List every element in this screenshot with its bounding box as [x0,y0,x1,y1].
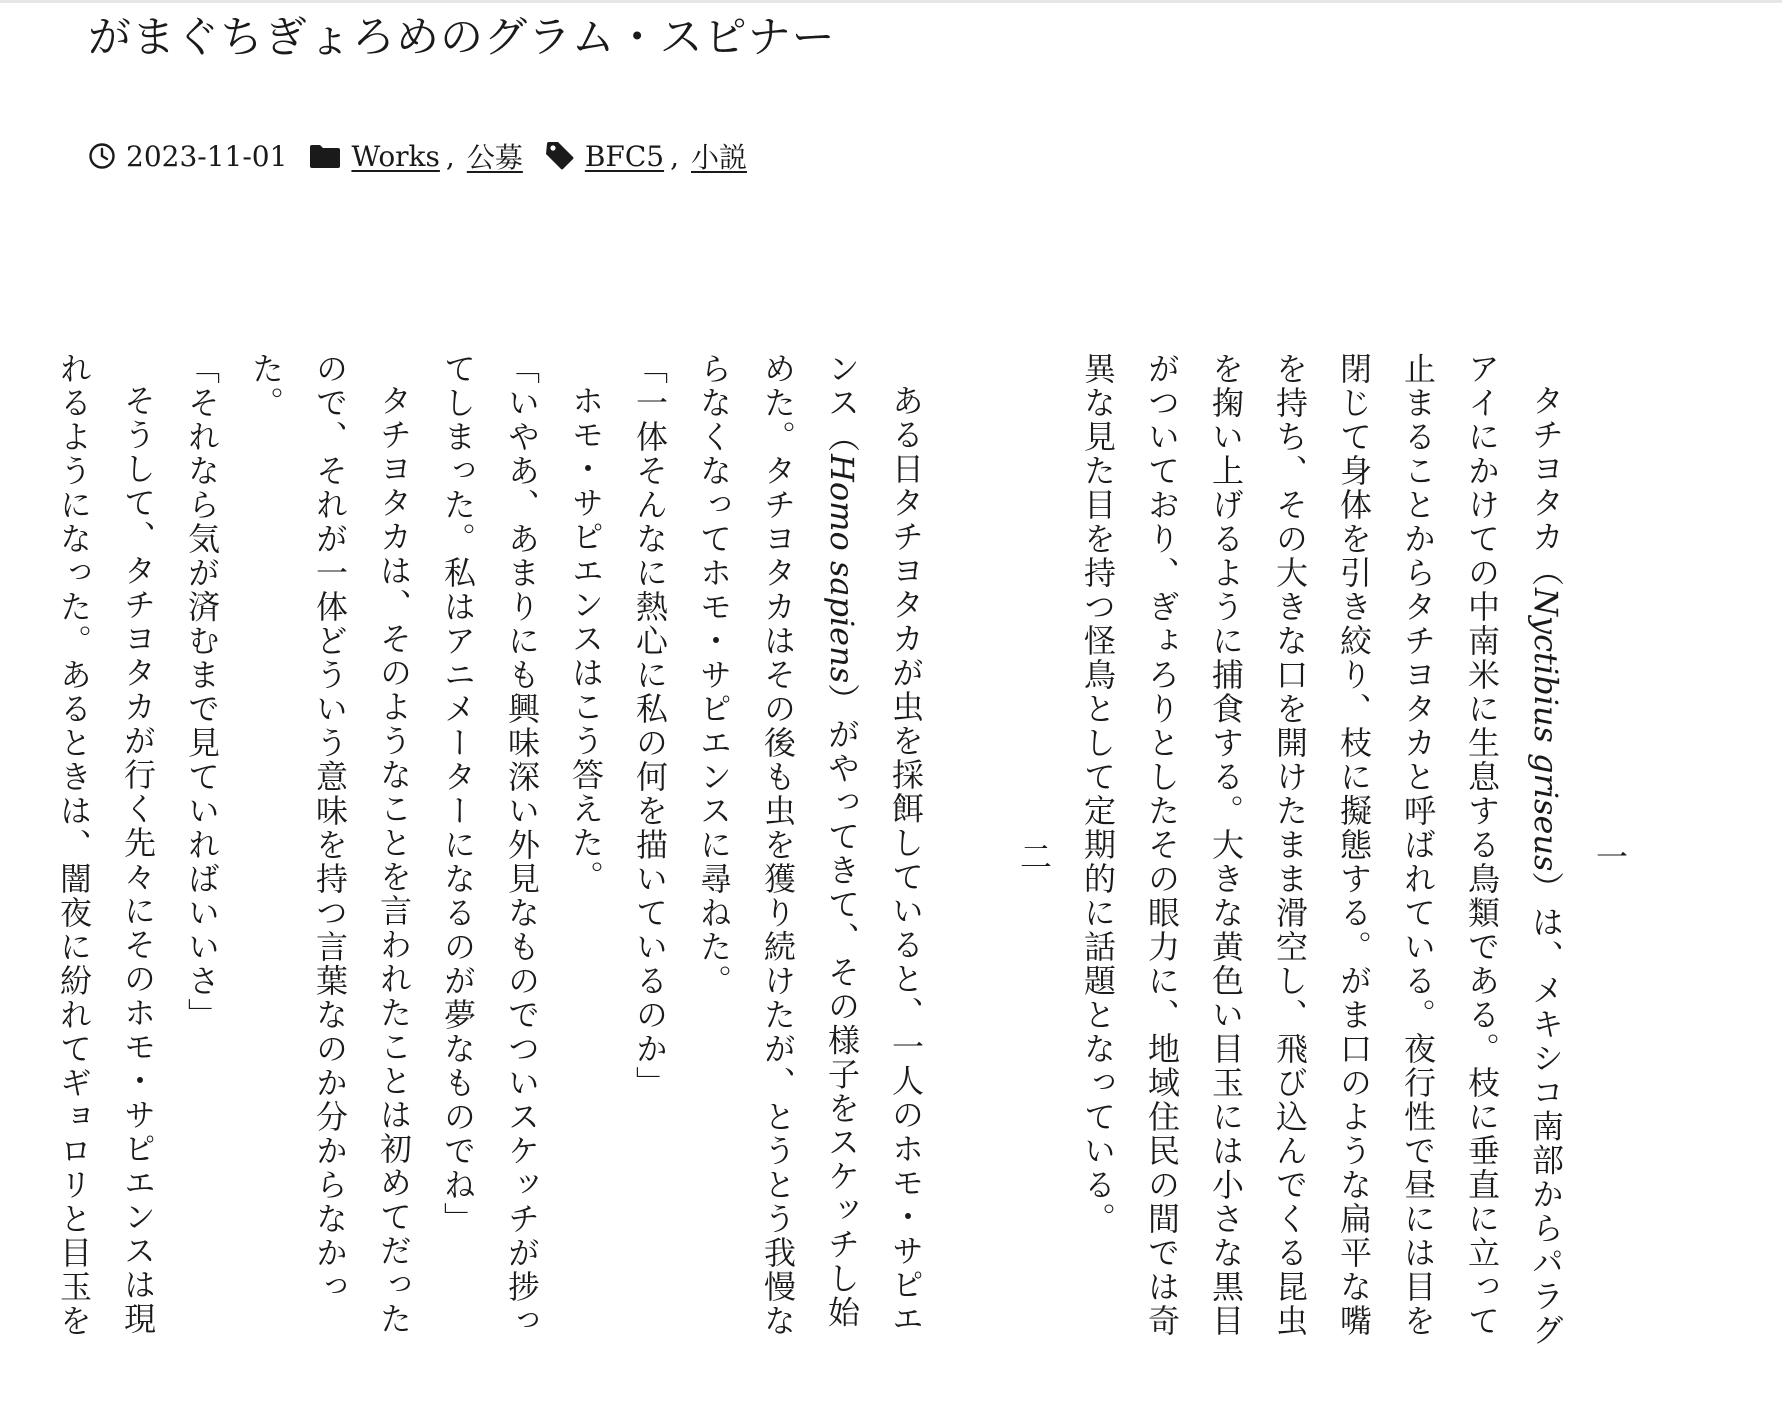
paragraph: そうして、タチヨタカが行く先々にそのホモ・サピエンスは現れるようになった。あるときは、闇夜に紛れてギョロリと目玉を [55,352,157,1338]
paragraph: ホモ・サピエンスはこう答えた。 [567,384,605,894]
text-run: ）は、メキシコ南部からパラグアイにかけての中南米に生息する鳥類である。枝に垂直に立って止まることからタチヨタカと呼ばれている。夜行性で昼には目を閉じて身体を引き絞り、枝に擬態する。がま口のような扁平な嘴を持ち、その大きな口を開けたまま滑空し、飛び込んでくる昆虫を掬い上げるように捕食する。大きな黄色い目玉には小さな黒目がついており、ぎょろりとしたその眼力に、地域住民の間では奇異な見た目を持つ怪鳥として定期的に話題となっている。 [1079,352,1565,1348]
dialogue-paragraph: 「いやあ、あまりにも興味深い外見なものでついスケッチが捗ってしまった。私はアニメーターになるのが夢なものでね」 [439,352,541,1338]
tag-icon [545,141,575,171]
section-heading-2: 二 [1015,840,1053,874]
category-link-works[interactable]: Works [351,139,440,173]
category-link-koubo[interactable]: 公募 [466,141,523,174]
post-date: 2023-11-01 [126,139,288,173]
tag-link-bfc5[interactable]: BFC5 [584,139,665,173]
section-heading-1: 一 [1591,840,1629,874]
text-run: ）がやってきて、その様子をスケッチし始めた。タチヨタカはその後も虫を獲り続けたが、とうとう我慢ならなくなってホモ・サピエンスに尋ねた。 [695,352,861,1338]
clock-icon [88,142,116,170]
paragraph: タチヨタカは、そのようなことを言われたことは初めてだったので、それが一体どういう意味を持つ言葉なのか分からなかった。 [247,352,413,1336]
tag-link-shousetsu[interactable]: 小説 [690,141,747,174]
scientific-name: Homo sapiens [823,454,861,684]
paragraph [1066,352,1578,1362]
page-title: がまぐちぎょろめのグラム・スピナー [88,13,836,63]
paragraph [682,352,938,1362]
dialogue-paragraph: 「一体そんなに熱心に私の何を描いているのか」 [631,352,669,1100]
scientific-name: Nyctibius griseus [1527,588,1565,872]
text-run: タチヨタカ（ [1527,384,1565,588]
dialogue-paragraph: 「それなら気が済むまで見ていればいいさ」 [183,352,221,1032]
article-body [55,352,1642,1362]
post-meta [88,134,747,178]
category-separator: , [445,139,455,173]
top-divider [0,0,1782,3]
text-run: ある日タチヨタカが虫を採餌していると、一人のホモ・サピエンス（ [823,352,925,1336]
folder-icon [309,143,341,169]
tag-separator: , [670,139,679,173]
